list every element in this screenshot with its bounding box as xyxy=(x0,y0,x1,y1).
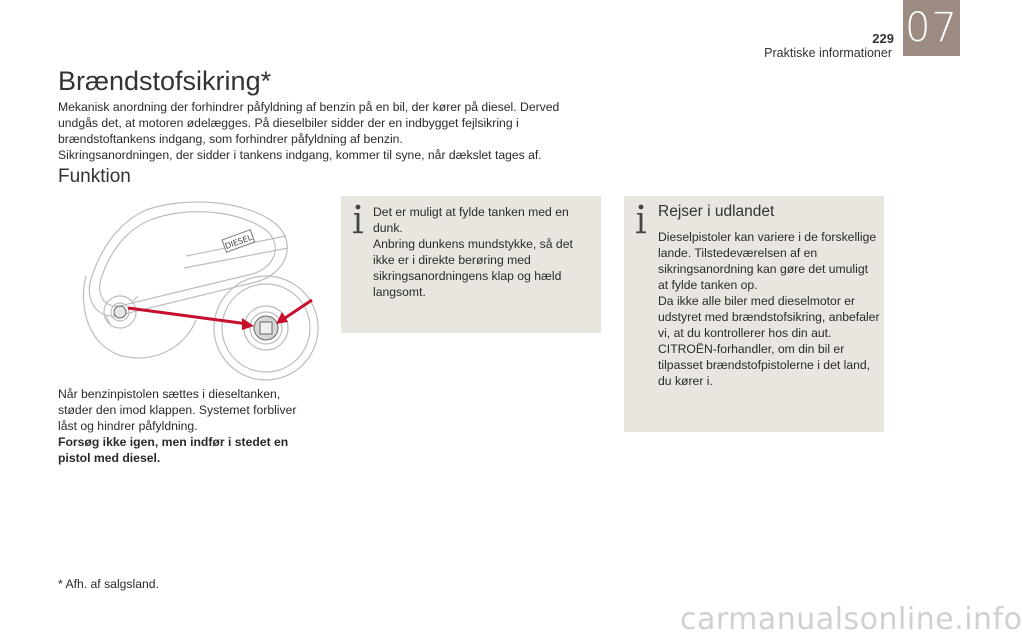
flap-outline xyxy=(89,202,287,316)
illustration-caption xyxy=(58,386,303,466)
intro-text xyxy=(58,99,588,163)
diesel-label-text: DIESEL xyxy=(223,232,254,251)
subheading-funktion: Funktion xyxy=(58,166,131,187)
info-box-text xyxy=(373,204,583,300)
watermark: carmanualsonline.info xyxy=(680,602,1022,637)
info-line: Dieselpistoler kan variere i de forskellige lande. Tilstedeværelsen af en sikringsanordning kan gøre det umuligt at fylde tanken op. xyxy=(658,230,877,292)
info-box-dunk xyxy=(341,196,601,333)
info-line: Det er muligt at fylde tanken med en dunk. xyxy=(373,205,569,235)
page-title: Brændstofsikring* xyxy=(58,66,272,96)
chapter-tab: 07 xyxy=(903,0,960,56)
intro-paragraph: Sikringsanordningen, der sidder i tankens indgang, kommer til syne, når dækslet tages af. xyxy=(58,148,542,162)
info-box-travel xyxy=(624,196,884,432)
info-icon xyxy=(634,204,648,236)
diesel-label xyxy=(222,230,255,252)
info-box-title: Rejser i udlandet xyxy=(658,203,775,220)
page-number: 229 xyxy=(872,31,894,46)
caption-text: Når benzinpistolen sættes i dieseltanken, støder den imod klappen. Systemet forbliver låst og hindrer påfyldning. xyxy=(58,387,297,433)
info-line: Da ikke alle biler med dieselmotor er udstyret med brændstofsikring, anbefaler vi, at du kontrollerer hos din aut. CITROËN-forhandler, om din bil er tilpasset brændstofpistolerne i det land, du kører i. xyxy=(658,294,880,388)
footnote: * Afh. af salgsland. xyxy=(58,577,159,591)
fuel-cap-illustration xyxy=(76,196,318,380)
info-box-text xyxy=(658,229,880,389)
info-line: Anbring dunkens mundstykke, så det ikke er i direkte berøring med sikringsanordningens klap og hæld langsomt. xyxy=(373,237,573,299)
info-icon xyxy=(351,204,365,236)
section-title: Praktiske informationer xyxy=(764,46,892,60)
intro-paragraph: Mekanisk anordning der forhindrer påfyldning af benzin på en bil, der kører på diesel. Derved undgås det, at motoren ødelægges. På dieselbiler sidder der en indbygget fejlsikring i brændstoftankens indgang, som forhindrer påfyldning af benzin. xyxy=(58,100,560,146)
caption-warning: Forsøg ikke igen, men indfør i stedet en pistol med diesel. xyxy=(58,435,289,465)
